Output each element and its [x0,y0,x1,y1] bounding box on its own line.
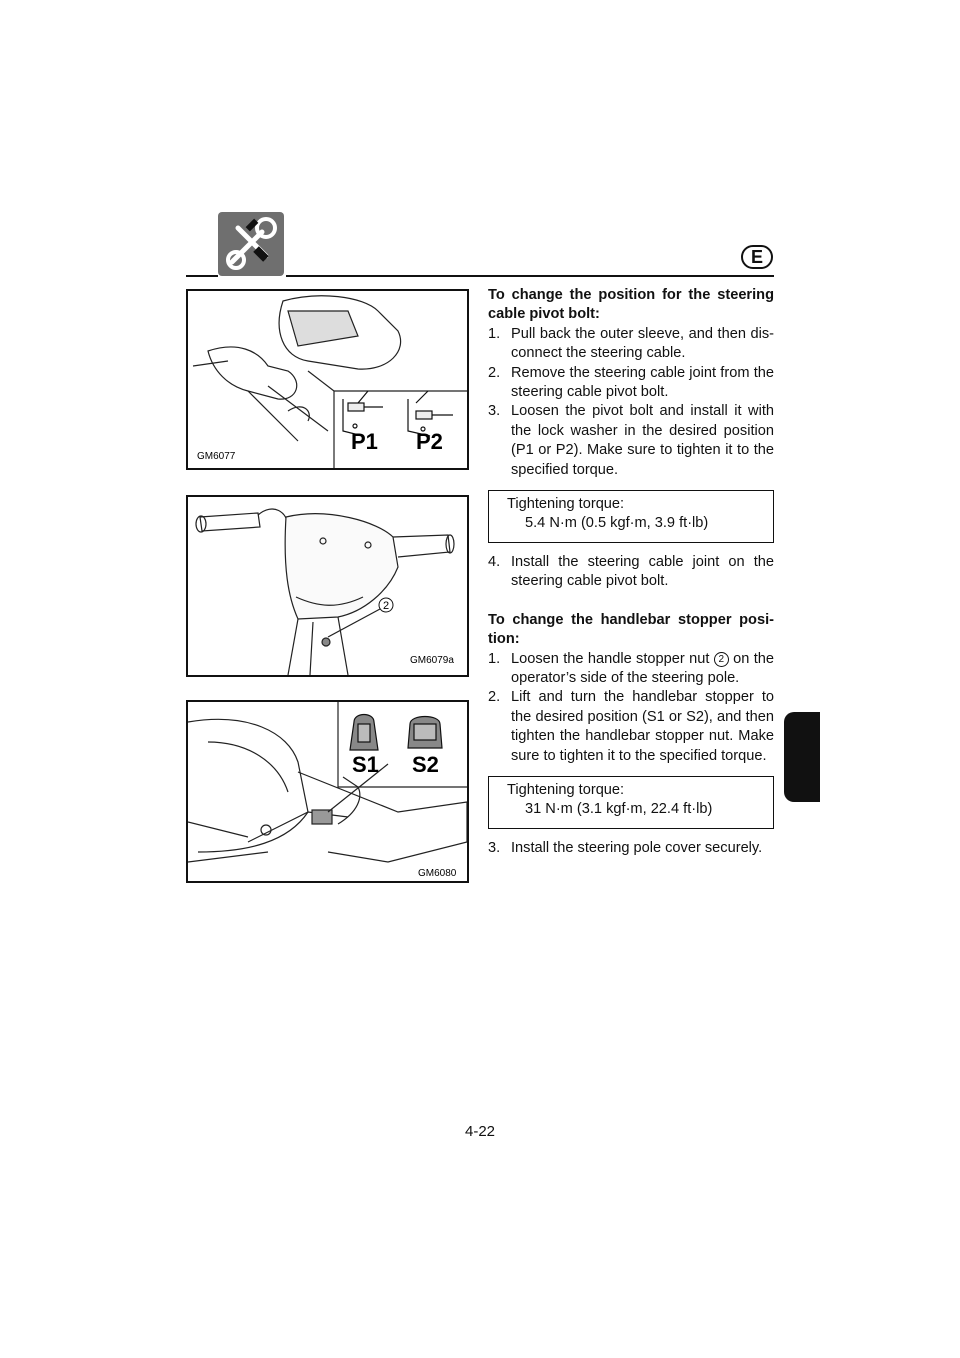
header-rule-right [286,275,774,277]
language-badge: E [741,245,773,269]
list-item: 2. Remove the steering cable joint from the steering cable pivot bolt. [488,364,774,401]
steps-stopper [488,650,774,766]
section-tab [784,712,820,802]
instructions-column [488,286,774,858]
label-p1: P1 [351,429,378,454]
page-number: 4-22 [464,1123,496,1140]
callout-2: 2 [382,600,390,612]
figure-steering-cable [186,289,469,470]
label-s1: S1 [352,752,379,777]
section-heading-pivot-bolt: To change the position for the steering cable pivot bolt: [488,287,774,323]
torque-value: 5.4 N·m (0.5 kgf·m, 3.9 ft·lb) [525,515,709,532]
label-p2: P2 [416,429,443,454]
figure-code: GM6077 [197,451,236,462]
list-item: 1. Loosen the handle stopper nut 2 on the operator’s side of the steering pole. [488,650,774,686]
torque-value: 31 N·m (3.1 kgf·m, 22.4 ft·lb) [525,801,713,818]
torque-label: Tightening torque: [507,496,625,513]
list-item: 3. Loosen the pivot bolt and install it with the lock washer in the desired position (P1 or P2). Make sure to tighten it to the specified torque. [488,403,774,478]
figure-stopper-positions [186,700,469,883]
figure-code: GM6079a [410,655,454,666]
callout-2: 2 [714,652,729,667]
label-s2: S2 [412,752,439,777]
steps-stopper-cont [488,839,774,858]
steps-pivot-bolt-cont [488,553,774,592]
tools-icon [218,212,284,276]
header-rule-left [186,275,218,277]
torque-box [488,490,774,543]
steps-pivot-bolt [488,325,774,480]
figure-handlebar-stopper-nut [186,495,469,677]
figure-code: GM6080 [418,868,457,879]
torque-label: Tightening torque: [507,781,625,798]
list-item: 1. Pull back the outer sleeve, and then dis-connect the steering cable. [488,325,774,362]
torque-box [488,776,774,829]
list-item: 2. Lift and turn the handlebar stopper to the desired position (S1 or S2), and then tighten the handlebar stopper nut. Make sure to tighten it to the specified torque. [488,689,774,764]
list-item: 3. Install the steering pole cover securely. [488,839,763,856]
list-item: 4. Install the steering cable joint on the steering cable pivot bolt. [488,553,774,590]
section-heading-stopper: To change the handlebar stopper posi-tion: [488,611,774,648]
